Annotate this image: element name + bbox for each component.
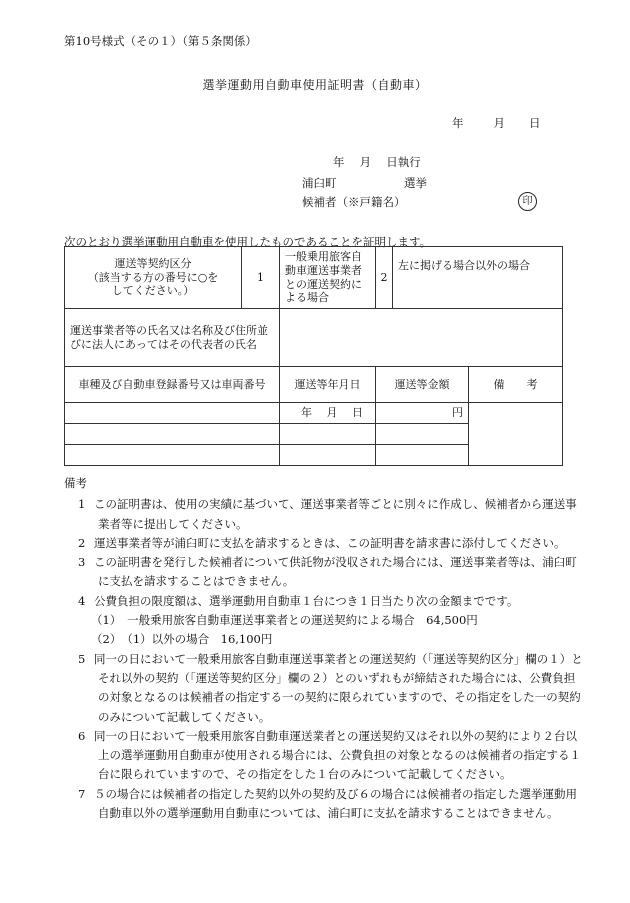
note-item <box>64 534 584 553</box>
vehicle-cell[interactable] <box>65 445 280 466</box>
issue-date <box>452 115 541 131</box>
option-1-number[interactable]: 1 <box>242 247 280 309</box>
col-amount-header: 運送等金額 <box>376 367 469 403</box>
col-date-header: 運送等年月日 <box>280 367 376 403</box>
vehicle-cell[interactable] <box>65 403 280 424</box>
option-2-number[interactable]: 2 <box>376 247 393 309</box>
note-text: 同一の日において一般乗用旅客自動車運送事業者との運送契約（「運送等契約区分」欄の１）とそれ以外の契約（「運送等契約区分」欄の２）とのいずれもが締結された場合には、公費負担の対象となるのは候補者の指定する一の契約に限られていますので、その指定をした一の契約のみについて記載してください。 <box>94 651 583 724</box>
election-word: 選挙 <box>404 176 427 190</box>
amount-cell[interactable] <box>376 445 469 466</box>
election-date: 年 月 日執行 <box>333 155 421 169</box>
seal-mark: 印 <box>518 192 537 211</box>
remarks-cell[interactable] <box>469 403 563 466</box>
col-remarks-header: 備 考 <box>469 367 563 403</box>
contract-type-label: 運送等契約区分 （該当する方の番号に○を してください。） <box>65 247 242 309</box>
note-item <box>64 553 584 592</box>
note-item <box>64 592 584 611</box>
day-label: 日 <box>529 116 541 130</box>
col-vehicle-header: 車種及び自動車登録番号又は車両番号 <box>65 367 280 403</box>
note-text: 運送事業者等が浦臼町に支払を請求するときは、この証明書を請求書に添付してください。 <box>94 535 566 550</box>
month-label: 月 <box>493 116 505 130</box>
election-town: 浦臼町 <box>302 176 337 190</box>
note-text: この証明書を発行した候補者について供託物が没収された場合には、運送事業者等は、浦臼町に支払を請求することはできません。 <box>94 555 577 589</box>
note-text: 公費負担の限度額は、選挙運動用自動車１台につき１日当たり次の金額までです。 <box>94 593 519 608</box>
document-title: 選挙運動用自動車使用証明書（自動車） <box>202 78 428 92</box>
note-number: 3 <box>78 555 86 570</box>
amount-cell[interactable]: 円 <box>376 403 469 424</box>
date-cell[interactable]: 年 月 日 <box>280 403 376 424</box>
operator-label: 運送事業者等の氏名又は名称及び住所並びに法人にあってはその代表者の氏名 <box>65 309 280 367</box>
amount-cell[interactable] <box>376 424 469 445</box>
note-number: 6 <box>78 728 86 743</box>
note-number: 5 <box>78 651 86 666</box>
note-text: 同一の日において一般乗用旅客自動車運送業者との運送契約又はそれ以外の契約により２台以上の選挙運動用自動車が使用される場合には、公費負担の対象となるのは候補者の指定する１台に限られていますので、その指定をした１台のみについて記載してください。 <box>94 728 581 782</box>
notes-heading: 備考 <box>64 476 87 490</box>
candidate-label: 候補者（※戸籍名） <box>302 195 406 209</box>
note-sub-2: （2） （1）以外の場合 16,100円 <box>91 632 273 647</box>
intro-text: 次のとおり選挙運動用自動車を使用したものであることを証明します。 <box>64 235 432 249</box>
note-item <box>64 785 584 824</box>
option-2-text: 左に掲げる場合以外の場合 <box>393 247 563 309</box>
note-text: この証明書は、使用の実績に基づいて、運送事業者等ごとに別々に作成し、候補者から運送事業者等に提出してください。 <box>94 497 577 531</box>
note-text: ５の場合には候補者の指定した契約以外の契約及び６の場合には候補者の指定した選挙運動用自動車以外の選挙運動用自動車については、浦臼町に支払を請求することはできません。 <box>94 786 577 821</box>
date-cell[interactable] <box>280 424 376 445</box>
vehicle-cell[interactable] <box>65 424 280 445</box>
option-1-text: 一般乗用旅客自動車運送事業者との運送契約による場合 <box>280 247 376 309</box>
form-id: 第10号様式（その１）（第５条関係） <box>64 34 257 48</box>
operator-value[interactable] <box>280 309 563 367</box>
note-sub-1: （1） 一般乗用旅客自動車運送事業者との運送契約による場合 64,500円 <box>91 613 478 628</box>
note-number: 1 <box>78 497 86 512</box>
date-cell[interactable] <box>280 445 376 466</box>
notes-section <box>64 474 584 823</box>
note-number: 7 <box>78 786 86 801</box>
usage-table <box>64 246 563 466</box>
note-item <box>64 650 584 727</box>
note-number: 2 <box>78 535 86 550</box>
note-item <box>64 727 584 785</box>
note-number: 4 <box>78 593 86 608</box>
year-label: 年 <box>452 116 464 130</box>
note-item <box>64 495 584 534</box>
